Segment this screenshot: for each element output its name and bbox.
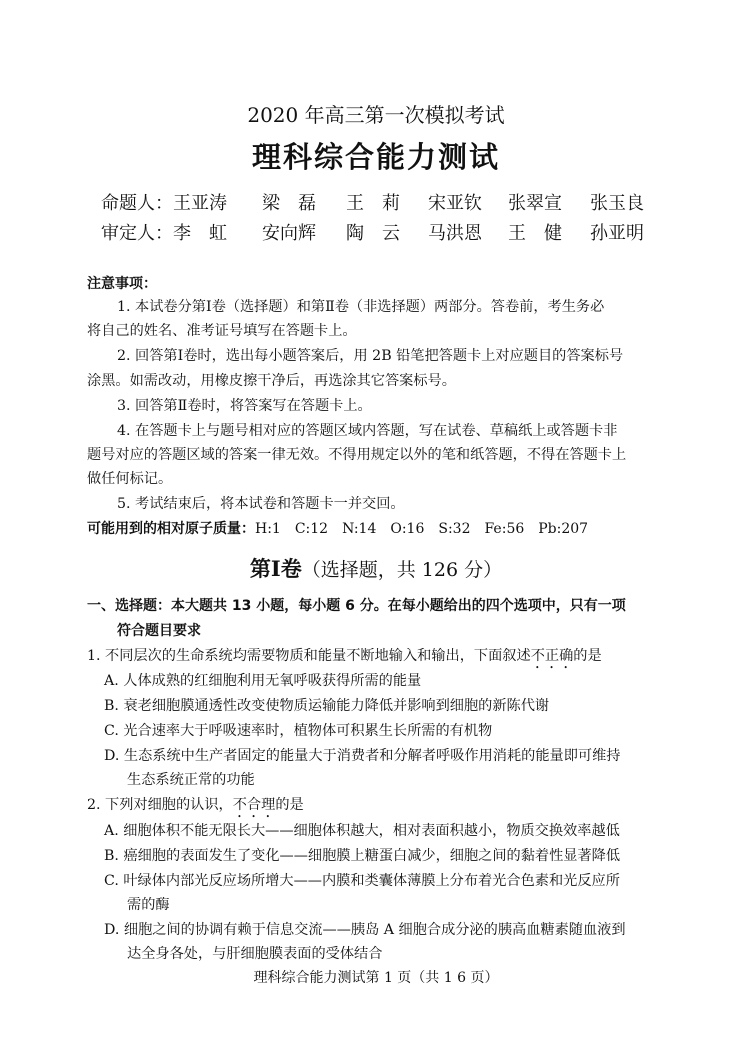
answer-option-d: D. 生态系统中生产者固定的能量大于消费者和分解者呼吸作用消耗的能量即可维持	[104, 748, 621, 764]
section-instruction-cont: 符合题目要求	[117, 623, 201, 639]
atomic-masses-label: 可能用到的相对原子质量：	[87, 521, 255, 537]
notes-heading: 注意事项：	[87, 276, 157, 292]
answer-option-c-cont: 需的酶	[127, 897, 170, 913]
answer-option-a: A. 细胞体积不能无限长大——细胞体积越大，相对表面积越小，物质交换效率越低	[104, 823, 620, 839]
reviewers-row	[101, 223, 227, 245]
main-title: 理科综合能力测试	[251, 140, 500, 174]
notes-line: 3. 回答第Ⅱ卷时，将答案写在答题卡上。	[117, 398, 372, 414]
answer-option-d-cont: 达全身各处，与肝细胞膜表面的受体结合	[127, 946, 383, 962]
section-title: 第Ⅰ卷	[249, 556, 302, 581]
page-footer: 理科综合能力测试第 1 页（共 1 6 页）	[253, 970, 499, 986]
exam-title: 2020 年高三第一次模拟考试	[247, 103, 505, 127]
section-subtitle: （选择题，共 126 分）	[301, 559, 503, 581]
section-title-row	[0, 556, 752, 582]
notes-line: 将自己的姓名、准考证号填写在答题卡上。	[87, 323, 357, 339]
proposer-name: 王亚涛	[173, 193, 227, 214]
reviewer-name: 安向辉	[262, 223, 316, 244]
question-stem-text: 2. 下列对细胞的认识，	[87, 797, 233, 813]
notes-line: 题号对应的答题区域的答案一律无效。不得用规定以外的笔和纸答题，不得在答题卡上	[87, 447, 627, 463]
proposer-name: 王 莉	[346, 193, 400, 214]
proposer-name: 张翠宣	[508, 193, 562, 214]
answer-option-b: B. 衰老细胞膜通透性改变使物质运输能力降低并影响到细胞的新陈代谢	[104, 698, 550, 714]
reviewer-name: 李 虹	[173, 223, 227, 244]
notes-line: 做任何标记。	[87, 471, 173, 487]
answer-option-a: A. 人体成熟的红细胞利用无氧呼吸获得所需的能量	[104, 673, 422, 689]
reviewer-name: 陶 云	[346, 223, 400, 244]
answer-option-d-cont: 生态系统正常的功能	[127, 772, 255, 788]
question-stem	[87, 797, 304, 821]
proposers-row	[101, 193, 227, 215]
answer-option-b: B. 癌细胞的表面发生了变化——细胞膜上糖蛋白减少，细胞之间的黏着性显著降低	[104, 848, 621, 864]
answer-option-c: C. 光合速率大于呼吸速率时，植物体可积累生长所需的有机物	[104, 723, 493, 739]
notes-line: 涂黑。如需改动，用橡皮擦干净后，再选涂其它答案标号。	[87, 373, 456, 389]
notes-line: 2. 回答第Ⅰ卷时，选出每小题答案后，用 2B 铅笔把答题卡上对应题目的答案标号	[117, 348, 624, 364]
proposer-name: 梁 磊	[262, 193, 316, 214]
proposer-name: 宋亚钦	[428, 193, 482, 214]
question-stem-text: 的是	[573, 648, 602, 664]
section-instruction: 一、选择题：本大题共 13 小题，每小题 6 分。在每小题给出的四个选项中，只有一项	[87, 598, 626, 614]
reviewers-label: 审定人：	[101, 223, 173, 244]
question-stem-emphasis: 不合理	[232, 797, 276, 813]
answer-option-d: D. 细胞之间的协调有赖于信息交流——胰岛 A 细胞合成分泌的胰高血糖素随血液到	[104, 922, 626, 938]
reviewer-name: 孙亚明	[590, 223, 644, 244]
proposer-name: 张玉良	[590, 193, 644, 214]
question-stem	[87, 648, 602, 672]
question-stem-emphasis: 不正确	[530, 648, 574, 664]
reviewer-name: 马洪恩	[428, 223, 482, 244]
notes-line: 4. 在答题卡上与题号相对应的答题区域内答题，写在试卷、草稿纸上或答题卡非	[117, 423, 618, 439]
answer-option-c: C. 叶绿体内部光反应场所增大——内膜和类囊体薄膜上分布着光合色素和光反应所	[104, 873, 620, 889]
atomic-masses-values: H:1 C:12 N:14 O:16 S:32 Fe:56 Pb:207	[255, 521, 589, 537]
reviewer-name: 王 健	[508, 223, 562, 244]
notes-line: 1. 本试卷分第Ⅰ卷（选择题）和第Ⅱ卷（非选择题）两部分。答卷前，考生务必	[117, 299, 605, 315]
question-stem-text: 1. 不同层次的生命系统均需要物质和能量不断地输入和输出，下面叙述	[87, 648, 531, 664]
proposers-label: 命题人：	[101, 193, 173, 214]
atomic-masses	[87, 521, 588, 538]
question-stem-text: 的是	[275, 797, 304, 813]
notes-line: 5. 考试结束后，将本试卷和答题卡一并交回。	[117, 496, 405, 512]
